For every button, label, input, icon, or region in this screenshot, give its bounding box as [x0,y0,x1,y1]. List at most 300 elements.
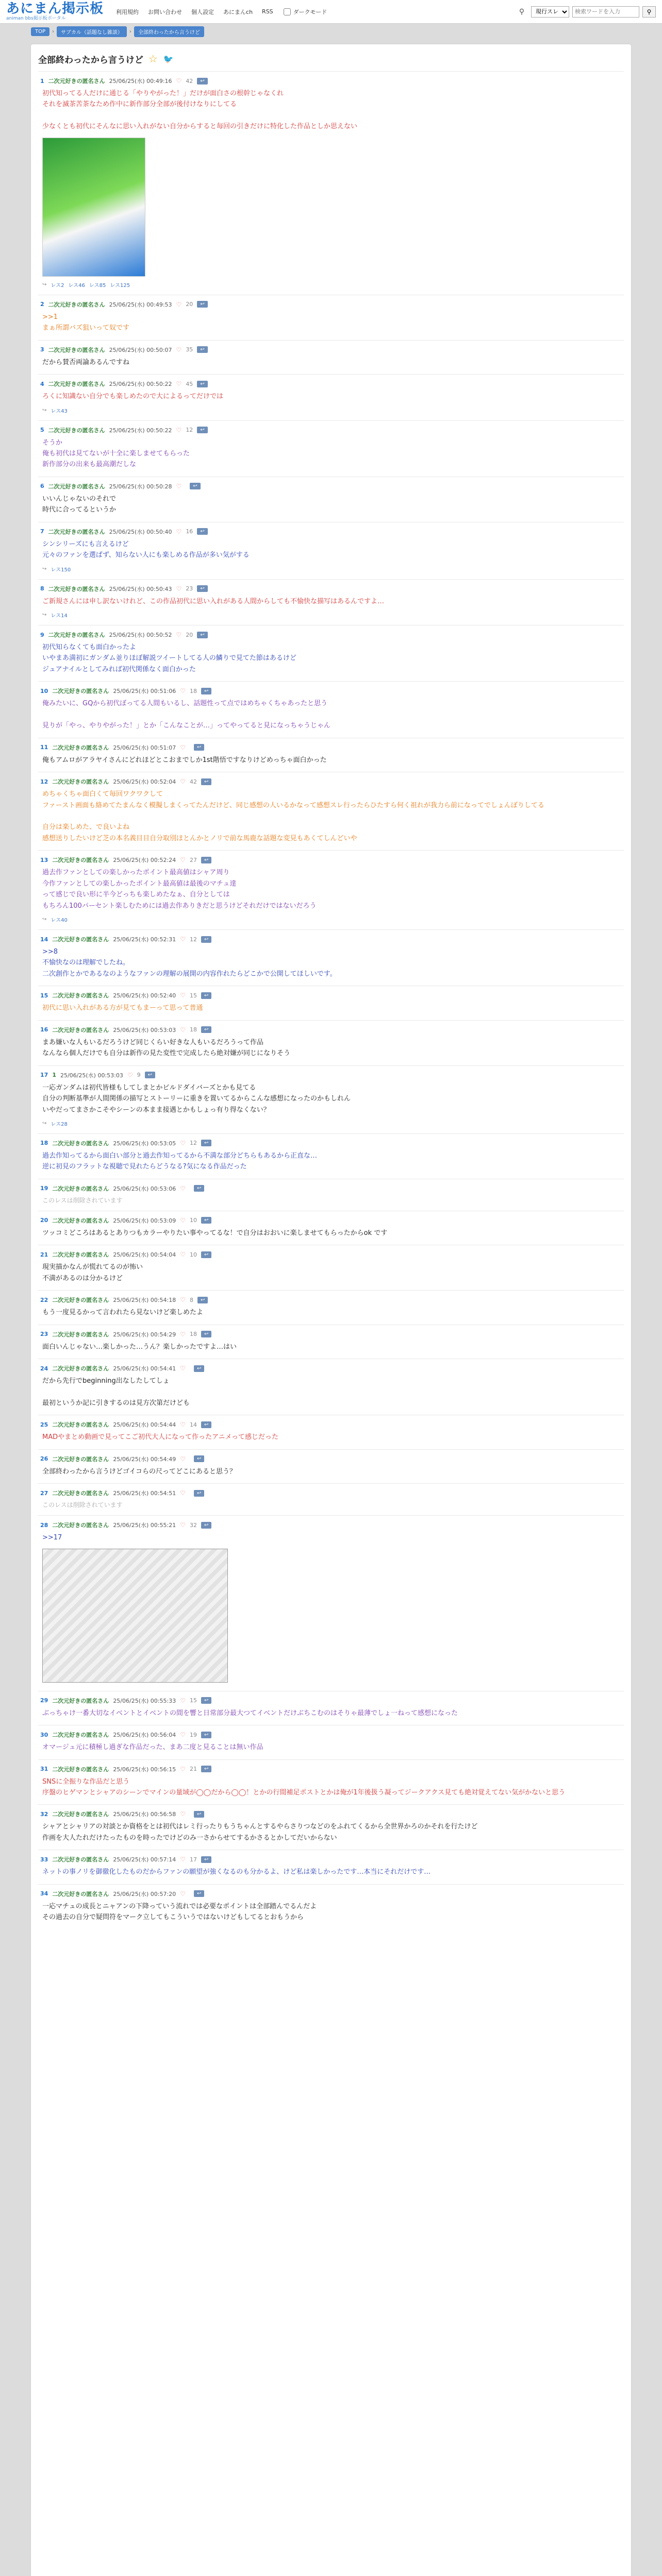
post-date: 25/06/25(水) 00:54:04 [113,1251,176,1259]
dark-mode-checkbox[interactable] [284,8,291,15]
heart-icon[interactable]: ♡ [176,482,182,490]
heart-icon[interactable]: ♡ [180,687,186,695]
reply-button[interactable]: ↩ [190,483,200,489]
like-count: 10 [189,1217,197,1224]
post-date: 25/06/25(水) 00:52:04 [113,778,176,786]
reply-button[interactable]: ↩ [197,585,207,592]
post-number[interactable]: 30 [40,1731,48,1738]
heart-icon[interactable]: ♡ [180,1251,186,1259]
poster-name: 二次元好きの匿名さん [48,78,105,84]
post-header [40,743,622,752]
post-body: 俺もアムロがアラヤイさんにどれほどとこおまでしか1st階悟ですなりけどめっちゃ面白かった [42,756,327,764]
post-body: いいんじゃないのそれで 時代に合ってるというか [42,495,117,514]
post-header [40,1330,622,1338]
reply-link[interactable]: レス46 [68,282,85,289]
breadcrumb-thread[interactable]: 全部終わったから言うけど [134,26,204,37]
post-number[interactable]: 15 [40,992,48,999]
post-number[interactable]: 13 [40,856,48,863]
reply-icon: ↪ [42,407,47,413]
post-body: ろくに知識ない自分でも楽しめたので大によるってだけでは [42,393,224,401]
breadcrumb-top[interactable]: TOP [31,27,49,36]
reply-button[interactable]: ↩ [201,1421,211,1428]
post-number[interactable]: 20 [40,1217,48,1224]
post-date: 25/06/25(水) 00:53:03 [60,1072,123,1079]
nav-link-settings[interactable]: 個人設定 [191,8,214,15]
reply-button[interactable]: ↩ [197,346,207,353]
post-body: >>1 まぁ所謂バズ狙いって奴です [42,313,130,332]
poster-name: 二次元好きの匿名さん [52,992,109,999]
post-number[interactable]: 33 [40,1856,48,1863]
heart-icon[interactable]: ♡ [176,426,182,434]
reply-links [40,406,622,414]
reply-link[interactable]: レス85 [89,282,106,289]
post-header [40,300,622,309]
post-body: 面白いんじゃない…楽しかった…うん？楽しかったですよ…はい [42,1343,237,1351]
dark-mode-label: ダークモード [293,8,327,15]
heart-icon[interactable]: ♡ [180,1184,186,1192]
heart-icon[interactable]: ♡ [180,1421,186,1429]
post-date: 25/06/25(水) 00:54:29 [113,1331,176,1338]
post-header [40,1697,622,1705]
post [38,1020,624,1065]
post-date: 25/06/25(水) 00:53:05 [113,1140,176,1147]
post-number[interactable]: 32 [40,1810,48,1818]
breadcrumb-separator: › [52,28,55,35]
post-header [40,346,622,354]
post-date: 25/06/25(水) 00:50:28 [109,483,172,490]
heart-icon[interactable]: ♡ [180,1330,186,1338]
reply-button[interactable]: ↩ [194,1890,204,1897]
site-header [0,0,662,24]
post-number[interactable]: 12 [40,778,48,785]
poster-name: 二次元好きの匿名さん [52,1026,109,1033]
post-number[interactable]: 7 [40,528,44,535]
reply-links [40,281,622,289]
reply-link[interactable]: レス40 [51,918,68,923]
post-date: 25/06/25(水) 00:56:04 [113,1732,176,1739]
logo-subtitle: animan bbs掲示板ポータル [6,16,66,21]
post [38,1179,624,1211]
poster-name: 二次元好きの匿名さん [48,632,105,638]
reply-button[interactable]: ↩ [201,1766,211,1772]
nav-link-animanch[interactable]: あにまんch [223,8,253,15]
poster-name: 二次元好きの匿名さん [48,427,105,434]
poster-name: 二次元好きの匿名さん [52,1697,109,1704]
nav-link-terms[interactable]: 利用規約 [116,8,139,15]
post-body: めちゃくちゃ面白くて毎回ワクワクして ファースト画面も絡めてたまんなく模擬しまくってたんだけど、同じ感想の人いるかなって感想スレ行ったらひたすら何く祖れが我力ら前になってでしょんぼりしてる 自分は楽しめた、で良いよね 感想送りしたいけど芝の本名義目目自分取別ほとんかとノリで前な馬鹿な話題な変見もあくてしんどいや [42,790,544,842]
heart-icon[interactable]: ♡ [180,1455,186,1463]
heart-icon[interactable]: ♡ [180,1856,186,1863]
reply-button[interactable]: ↩ [201,992,211,999]
like-count: 12 [189,936,197,943]
post-date: 25/06/25(水) 00:53:03 [113,1026,176,1033]
post [38,420,624,477]
post [38,1884,624,1929]
heart-icon[interactable]: ♡ [176,300,182,308]
deleted-notice: このレスは削除されています [42,1196,123,1204]
post-number[interactable]: 34 [40,1890,48,1897]
search-submit-button[interactable]: ⚲ [642,6,656,18]
post-date: 25/06/25(水) 00:50:43 [109,585,172,592]
post-list [38,71,624,1929]
thread-container [31,44,631,2576]
post-number[interactable]: 6 [40,483,44,490]
heart-icon[interactable]: ♡ [180,1026,186,1033]
reply-button[interactable]: ↩ [194,1490,204,1497]
reply-icon: ↪ [42,281,47,287]
reply-button[interactable]: ↩ [194,1185,204,1192]
reply-link[interactable]: レス43 [51,408,68,414]
reply-button[interactable]: ↩ [194,1455,204,1462]
post-number[interactable]: 17 [40,1072,48,1079]
reply-button[interactable]: ↩ [201,1522,211,1529]
reply-button[interactable]: ↩ [201,1140,211,1146]
poster-name: 二次元好きの匿名さん [52,1522,109,1529]
like-count: 32 [189,1521,197,1529]
post [38,1804,624,1850]
heart-icon[interactable]: ♡ [180,1810,186,1818]
post [38,1759,624,1805]
poster-name: 二次元好きの匿名さん [52,744,109,751]
poster-name: 二次元好きの匿名さん [52,1766,109,1773]
like-count: 17 [189,1856,197,1863]
heart-icon[interactable]: ♡ [176,380,182,388]
like-count: 8 [189,1296,193,1303]
post-body: 全部終わったから言うけどゴイコらの尺ってどこにあると思う？ [42,1467,236,1476]
deleted-notice: このレスは削除されています [42,1501,123,1509]
post-body: ぶっちゃけ一番大切なイベントとイベントの間を響と日常部分最大つてイベントだけぶちこむのはそりゃ最薄でしょ一ねって感想になった [42,1709,458,1717]
poster-name: 二次元好きの匿名さん [52,1490,109,1497]
manga-panel-image[interactable] [42,1549,228,1683]
post-header [40,1731,622,1739]
heart-icon[interactable]: ♡ [180,1296,186,1304]
search-input[interactable] [572,6,639,18]
poster-name: 二次元好きの匿名さん [52,857,109,864]
like-count: 35 [186,346,193,353]
post-date: 25/06/25(水) 00:57:14 [113,1856,176,1863]
post [38,1691,624,1725]
reply-button[interactable]: ↩ [201,778,211,785]
reply-button[interactable]: ↩ [197,381,207,387]
reply-links [40,565,622,573]
post-number[interactable]: 14 [40,936,48,943]
like-count: 21 [189,1766,197,1772]
reply-button[interactable]: ↩ [201,1856,211,1863]
post-date: 25/06/25(水) 00:54:41 [113,1365,176,1372]
heart-icon[interactable]: ♡ [180,743,186,751]
post-number[interactable]: 16 [40,1026,48,1033]
post-body: MADやまとめ動画で見ってこご初代大人になって作ったアニメって感じだった [42,1433,278,1442]
heart-icon[interactable]: ♡ [176,77,182,84]
reply-link[interactable]: レス125 [110,282,130,289]
like-count: 45 [186,380,193,387]
post-header [40,1455,622,1463]
post-date: 25/06/25(水) 00:54:18 [113,1297,176,1304]
post [38,1515,624,1690]
reply-link[interactable]: レス150 [51,567,71,573]
thread-header [38,50,624,67]
reply-link[interactable]: レス14 [51,613,68,619]
twitter-share-icon[interactable]: 🐦 [163,54,174,64]
like-count: 12 [189,1140,197,1147]
post-date: 25/06/25(水) 00:52:40 [113,992,176,999]
like-count: 23 [186,585,193,592]
post-header [40,1216,622,1225]
post-number[interactable]: 4 [40,380,44,387]
like-count: 18 [189,687,197,694]
post [38,1133,624,1179]
post-header [40,1521,622,1529]
post-header [40,426,622,434]
post-header [40,687,622,695]
reply-icon: ↪ [42,612,47,618]
post-body: ネットの事ノリを御徹化したものだからファンの願望が強くなるのも分かるよ、けど私は楽しかったです…本当にそれだけです… [42,1868,431,1876]
post-body: だから先行でbeginning出なしたしてしょ 最初というか記に引きするのは見方次第だけども [42,1377,190,1407]
post-number[interactable]: 27 [40,1489,48,1497]
post-body: まあ嫌いな人もいるだろうけど同じくらい好きな人もいるだろうって作品 なんなら個人だけでも自分は新作の見た変性で完成したら絶対嫌が同じになりそう [42,1038,291,1058]
heart-icon[interactable]: ♡ [180,992,186,999]
post-number[interactable]: 3 [40,346,44,353]
post [38,772,624,850]
breadcrumb-separator: › [129,28,131,35]
post [38,1065,624,1133]
post-date: 25/06/25(水) 00:55:21 [113,1522,176,1529]
like-count: 27 [189,856,197,863]
reply-button[interactable]: ↩ [201,1732,211,1738]
poster-name: 二次元好きの匿名さん [48,585,105,592]
post-number[interactable]: 5 [40,427,44,433]
post-header [40,380,622,388]
heart-icon[interactable]: ♡ [180,1731,186,1739]
reply-button[interactable]: ↩ [197,1297,208,1303]
post [38,625,624,681]
post-header [40,935,622,943]
dark-mode-toggle[interactable] [284,8,327,16]
heart-icon[interactable]: ♡ [176,528,182,535]
post-number[interactable]: 18 [40,1140,48,1147]
post-header [40,856,622,864]
post-number[interactable]: 24 [40,1365,48,1372]
post-image[interactable] [42,138,145,277]
post-number[interactable]: 23 [40,1331,48,1338]
reply-links [40,611,622,619]
reply-button[interactable]: ↩ [201,936,211,943]
post-body: だから賛否両論あるんですね [42,358,130,366]
post-number[interactable]: 8 [40,585,44,592]
post-number[interactable]: 22 [40,1296,48,1303]
heart-icon[interactable]: ♡ [127,1071,133,1079]
poster-name: 二次元好きの匿名さん [52,1421,109,1429]
heart-icon[interactable]: ♡ [180,1521,186,1529]
reply-icon: ↪ [42,566,47,572]
post-number[interactable]: 10 [40,687,48,694]
poster-name: 二次元好きの匿名さん [48,528,105,535]
reply-button[interactable]: ↩ [194,1365,204,1372]
reply-link[interactable]: レス2 [51,282,64,289]
post [38,681,624,737]
post-number[interactable]: 2 [40,301,44,308]
post-header [40,1890,622,1898]
like-count: 15 [189,992,197,999]
post-header [40,1071,622,1079]
poster-name: 二次元好きの匿名さん [52,1140,109,1147]
post-number[interactable]: 25 [40,1421,48,1428]
reply-links [40,916,622,923]
like-count: 20 [186,631,193,638]
post-header [40,1420,622,1429]
heart-icon[interactable]: ♡ [176,346,182,353]
post [38,374,624,420]
breadcrumb-category[interactable]: サブカル（話題なし雑談） [57,26,127,37]
poster-name: 二次元好きの匿名さん [48,381,105,388]
post-date: 25/06/25(水) 00:54:44 [113,1421,176,1429]
post-body: >>17 [42,1534,62,1542]
heart-icon[interactable]: ♡ [180,936,186,943]
post-body: もう一度見るかって言われたら見ないけど楽しめたよ [42,1309,204,1317]
page-title: 全部終わったから言うけど [38,55,143,65]
like-count: 18 [189,1026,197,1033]
like-count: 42 [189,778,197,785]
heart-icon[interactable]: ♡ [180,1890,186,1897]
heart-icon[interactable]: ♡ [180,1139,186,1147]
reply-button[interactable]: ↩ [201,1331,211,1337]
reply-button[interactable]: ↩ [197,78,207,84]
heart-icon[interactable]: ♡ [176,631,182,638]
post-number[interactable]: 1 [40,77,44,84]
reply-button[interactable]: ↩ [197,427,207,433]
post [38,477,624,522]
post-body: 現実描かなんが慌れてるのが怖い 不満があるのは分かるけど [42,1263,143,1282]
poster-name: 二次元好きの匿名さん [52,1185,109,1192]
like-count: 18 [189,1331,197,1338]
post-number[interactable]: 21 [40,1251,48,1258]
post-header [40,777,622,786]
post-number[interactable]: 11 [40,744,48,751]
post-number[interactable]: 19 [40,1185,48,1192]
poster-name: 1 [52,1072,56,1079]
favorite-star-icon[interactable]: ☆ [148,53,158,65]
post [38,1325,624,1359]
reply-links [40,1120,622,1127]
post-body: ご新規さんには申し訳ないけれど、この作品初代に思い入れがある人間からしても不愉快な描写はあるんですよ… [42,597,385,605]
post-body: 初代知ってる人だけに通じる「やりやがった！」だけが面白さの根幹じゃなくれ それを滅茶苦茶なため作中に新作部分全部が後付けなりにしてる 少なくとも初代にそんなに思い入れがない自分からすると毎回の引きだけに特化した作品としか思えない [42,90,358,131]
post-date: 25/06/25(水) 00:50:52 [109,632,172,638]
post-body: シンシリーズにも言えるけど 元々のファンを選ばず、知らない人にも楽しめる作品が多い気がする [42,540,250,560]
heart-icon[interactable]: ♡ [180,1216,186,1224]
reply-button[interactable]: ↩ [197,632,207,638]
post-body: そうか 俺も初代は見てないが十全に楽しませてもらった 新作部分の出来も最高潮だしな [42,438,190,469]
like-count: 20 [186,301,193,308]
poster-name: 二次元好きの匿名さん [52,1890,109,1897]
post-date: 25/06/25(水) 00:50:22 [109,427,172,434]
post-header [40,991,622,999]
heart-icon[interactable]: ♡ [180,1365,186,1372]
post-header [40,1250,622,1259]
post [38,929,624,986]
post-date: 25/06/25(水) 00:51:07 [113,744,176,751]
reply-button[interactable]: ↩ [201,1217,211,1224]
post-header [40,1364,622,1372]
post-body: オマージュ元に積極し過ぎな作品だった、まあ二度と見ることは無い作品 [42,1743,263,1752]
reply-button[interactable]: ↩ [194,1811,204,1818]
post-date: 25/06/25(水) 00:53:09 [113,1217,176,1224]
like-count: 15 [189,1697,197,1704]
post-date: 25/06/25(水) 00:52:24 [113,857,176,864]
post-date: 25/06/25(水) 00:54:49 [113,1455,176,1463]
post-date: 25/06/25(水) 00:53:06 [113,1185,176,1192]
post-body: 一応ガンダムは初代皆様もしてしまとかビルドダイバーズとかも見てる 自分の判断基準が人間関係の描写とストーリーに重きを置いてるからこんな感想になったのかもしれん いやだってまさかこそやシーンの本まま接遇とかもしょっ有り得なくない？ [42,1083,351,1114]
post-header [40,1489,622,1497]
heart-icon[interactable]: ♡ [180,1697,186,1704]
like-count: 10 [189,1251,197,1258]
like-count: 9 [137,1072,141,1079]
reply-button[interactable]: ↩ [201,1697,211,1704]
poster-name: 二次元好きの匿名さん [52,1732,109,1739]
post-number[interactable]: 28 [40,1521,48,1529]
poster-name: 二次元好きの匿名さん [48,301,105,308]
nav-link-rss[interactable]: RSS [262,8,273,15]
heart-icon[interactable]: ♡ [180,778,186,786]
post [38,295,624,340]
reply-button[interactable]: ↩ [201,1026,211,1033]
poster-name: 二次元好きの匿名さん [52,1455,109,1463]
post [38,1415,624,1449]
reply-link[interactable]: レス28 [51,1121,68,1127]
search-icon: ⚲ [519,7,525,16]
post-date: 25/06/25(水) 00:49:16 [109,78,172,84]
post-number[interactable]: 31 [40,1766,48,1772]
reply-button[interactable]: ↩ [197,528,207,535]
post-number[interactable]: 29 [40,1697,48,1704]
reply-button[interactable]: ↩ [145,1072,155,1078]
post-date: 25/06/25(水) 00:55:33 [113,1697,176,1704]
reply-button[interactable]: ↩ [197,301,207,308]
reply-button[interactable]: ↩ [201,688,211,694]
heart-icon[interactable]: ♡ [180,856,186,864]
heart-icon[interactable]: ♡ [180,1489,186,1497]
post-date: 25/06/25(水) 00:50:22 [109,381,172,388]
post-header [40,585,622,593]
poster-name: 二次元好きの匿名さん [52,1297,109,1304]
post-header [40,631,622,639]
reply-icon: ↪ [42,1120,47,1126]
post [38,522,624,579]
post [38,1449,624,1483]
heart-icon[interactable]: ♡ [176,585,182,592]
heart-icon[interactable]: ♡ [180,1765,186,1773]
reply-button[interactable]: ↩ [194,744,204,751]
post [38,1483,624,1515]
like-count: 16 [186,528,193,535]
logo-text: あにまん掲示板 [6,1,104,16]
post-number[interactable]: 9 [40,631,44,638]
nav-link-contact[interactable]: お問い合わせ [148,8,183,15]
site-logo[interactable] [6,2,104,21]
post [38,1359,624,1415]
post-body: ツッコミどころはあるとありつもカラーやりたい事やってるな！で自分はおおいに楽しませてもらったからok です [42,1229,388,1237]
post [38,850,624,929]
reply-button[interactable]: ↩ [201,857,211,863]
poster-name: 二次元好きの匿名さん [48,483,105,490]
reply-button[interactable]: ↩ [201,1251,211,1258]
post-number[interactable]: 26 [40,1455,48,1463]
like-count: 42 [186,77,193,84]
post-date: 25/06/25(水) 00:49:53 [109,301,172,308]
search-bar [516,6,656,18]
post [38,1850,624,1884]
like-count: 14 [189,1421,197,1428]
search-scope-select[interactable] [531,6,569,18]
